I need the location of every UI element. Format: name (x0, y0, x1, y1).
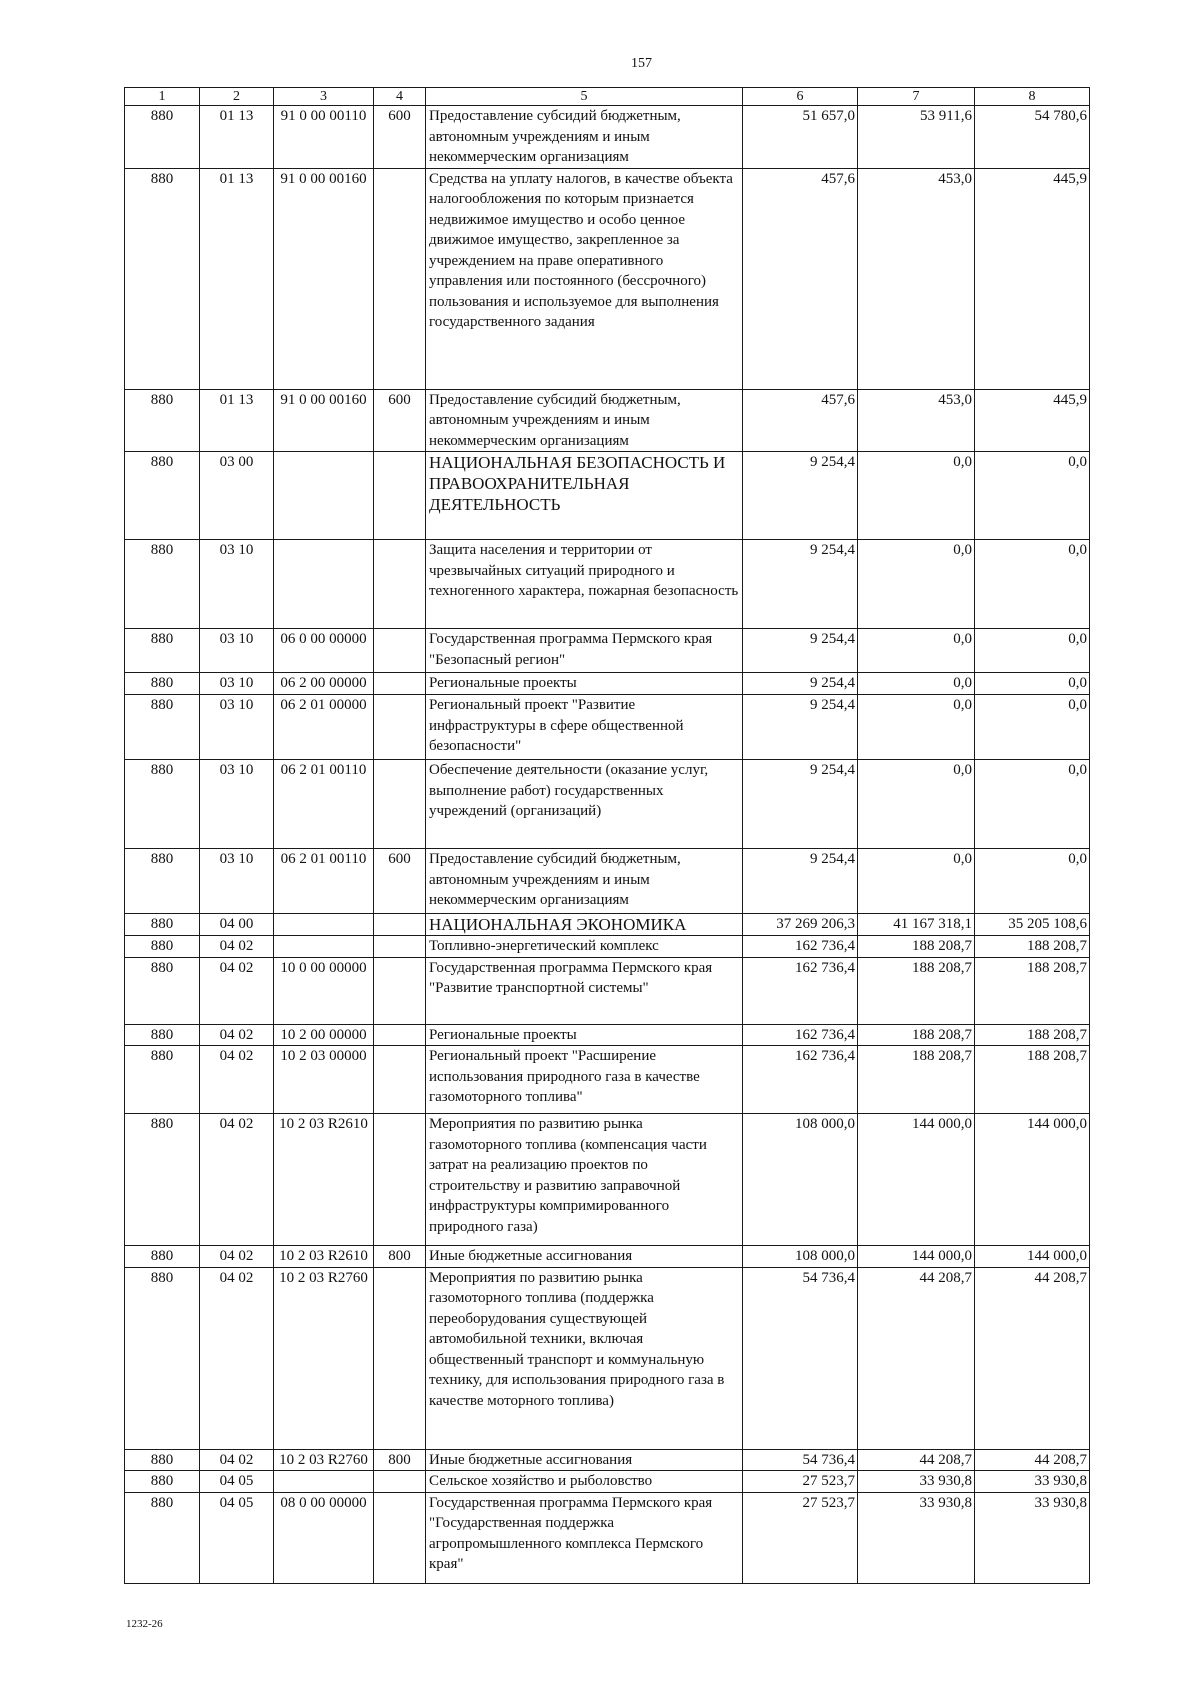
section-code-cell: 04 02 (200, 1046, 274, 1114)
target-article-cell: 06 2 01 00110 (274, 760, 374, 849)
amount-year1-cell: 457,6 (743, 389, 858, 452)
amount-year3-cell: 144 000,0 (975, 1114, 1090, 1246)
admin-code-cell: 880 (125, 1492, 200, 1583)
description-cell: Государственная программа Пермского края "Государственная поддержка агропромышленного комплекса Пермского края" (426, 1492, 743, 1583)
table-row (125, 849, 1090, 914)
description-cell: Топливно-энергетический комплекс (426, 936, 743, 958)
section-code-cell: 04 02 (200, 1246, 274, 1268)
admin-code-cell: 880 (125, 1046, 200, 1114)
expense-type-cell: 800 (374, 1246, 426, 1268)
amount-year2-cell: 41 167 318,1 (858, 914, 975, 936)
column-header: 5 (426, 88, 743, 106)
amount-year3-cell: 188 208,7 (975, 957, 1090, 1024)
expense-type-cell (374, 936, 426, 958)
column-header: 8 (975, 88, 1090, 106)
amount-year1-cell: 457,6 (743, 168, 858, 389)
table-row (125, 1492, 1090, 1583)
description-cell: Предоставление субсидий бюджетным, автономным учреждениям и иным некоммерческим организациям (426, 389, 743, 452)
amount-year2-cell: 144 000,0 (858, 1246, 975, 1268)
table-row (125, 106, 1090, 169)
expense-type-cell (374, 168, 426, 389)
column-header: 1 (125, 88, 200, 106)
amount-year1-cell: 37 269 206,3 (743, 914, 858, 936)
amount-year2-cell: 0,0 (858, 452, 975, 540)
table-row (125, 168, 1090, 389)
amount-year1-cell: 9 254,4 (743, 760, 858, 849)
admin-code-cell: 880 (125, 452, 200, 540)
description-cell: Предоставление субсидий бюджетным, автономным учреждениям и иным некоммерческим организациям (426, 849, 743, 914)
admin-code-cell: 880 (125, 1246, 200, 1268)
amount-year3-cell: 0,0 (975, 760, 1090, 849)
description-cell: Обеспечение деятельности (оказание услуг, выполнение работ) государственных учреждений (организаций) (426, 760, 743, 849)
document-code: 1232-26 (126, 1618, 163, 1630)
amount-year1-cell: 54 736,4 (743, 1449, 858, 1471)
admin-code-cell: 880 (125, 673, 200, 695)
description-cell: Государственная программа Пермского края "Безопасный регион" (426, 629, 743, 673)
target-article-cell: 10 2 03 R2760 (274, 1449, 374, 1471)
expense-type-cell: 600 (374, 106, 426, 169)
description-cell: Защита населения и территории от чрезвычайных ситуаций природного и техногенного характера, пожарная безопасность (426, 540, 743, 629)
amount-year2-cell: 0,0 (858, 760, 975, 849)
target-article-cell: 10 2 03 R2760 (274, 1267, 374, 1449)
amount-year1-cell: 54 736,4 (743, 1267, 858, 1449)
amount-year2-cell: 144 000,0 (858, 1114, 975, 1246)
amount-year2-cell: 0,0 (858, 849, 975, 914)
expense-type-cell: 600 (374, 849, 426, 914)
section-code-cell: 04 02 (200, 1449, 274, 1471)
table-row (125, 1267, 1090, 1449)
target-article-cell: 08 0 00 00000 (274, 1492, 374, 1583)
description-cell: Государственная программа Пермского края "Развитие транспортной системы" (426, 957, 743, 1024)
admin-code-cell: 880 (125, 540, 200, 629)
target-article-cell: 10 2 03 R2610 (274, 1114, 374, 1246)
description-cell: Региональный проект "Развитие инфраструктуры в сфере общественной безопасности" (426, 695, 743, 760)
table-row (125, 673, 1090, 695)
amount-year1-cell: 108 000,0 (743, 1246, 858, 1268)
section-code-cell: 04 02 (200, 936, 274, 958)
section-code-cell: 04 02 (200, 1267, 274, 1449)
table-row (125, 540, 1090, 629)
amount-year2-cell: 0,0 (858, 629, 975, 673)
description-cell: Средства на уплату налогов, в качестве объекта налогообложения по которым признается недвижимое имущество и особо ценное движимое имущество, закрепленное за учреждением на праве оперативного управления или постоянного (бессрочного) пользования и используемое для выполнения государственного задания (426, 168, 743, 389)
amount-year2-cell: 453,0 (858, 389, 975, 452)
expense-type-cell (374, 1492, 426, 1583)
admin-code-cell: 880 (125, 936, 200, 958)
amount-year3-cell: 445,9 (975, 168, 1090, 389)
target-article-cell: 10 2 03 R2610 (274, 1246, 374, 1268)
table-row (125, 957, 1090, 1024)
target-article-cell (274, 1471, 374, 1493)
admin-code-cell: 880 (125, 106, 200, 169)
admin-code-cell: 880 (125, 1114, 200, 1246)
amount-year1-cell: 9 254,4 (743, 629, 858, 673)
amount-year3-cell: 35 205 108,6 (975, 914, 1090, 936)
amount-year2-cell: 188 208,7 (858, 1046, 975, 1114)
amount-year1-cell: 162 736,4 (743, 1046, 858, 1114)
amount-year2-cell: 188 208,7 (858, 957, 975, 1024)
expense-type-cell (374, 540, 426, 629)
amount-year3-cell: 0,0 (975, 452, 1090, 540)
amount-year3-cell: 44 208,7 (975, 1449, 1090, 1471)
amount-year3-cell: 0,0 (975, 629, 1090, 673)
amount-year1-cell: 9 254,4 (743, 673, 858, 695)
table-row (125, 389, 1090, 452)
section-code-cell: 03 10 (200, 673, 274, 695)
amount-year2-cell: 0,0 (858, 673, 975, 695)
admin-code-cell: 880 (125, 389, 200, 452)
target-article-cell: 91 0 00 00110 (274, 106, 374, 169)
expense-type-cell (374, 914, 426, 936)
admin-code-cell: 880 (125, 1024, 200, 1046)
column-header: 2 (200, 88, 274, 106)
section-code-cell: 01 13 (200, 389, 274, 452)
amount-year2-cell: 453,0 (858, 168, 975, 389)
target-article-cell: 06 2 00 00000 (274, 673, 374, 695)
expense-type-cell (374, 1471, 426, 1493)
target-article-cell: 91 0 00 00160 (274, 168, 374, 389)
table-row (125, 452, 1090, 540)
target-article-cell (274, 452, 374, 540)
amount-year1-cell: 27 523,7 (743, 1492, 858, 1583)
description-cell: Иные бюджетные ассигнования (426, 1246, 743, 1268)
amount-year1-cell: 9 254,4 (743, 695, 858, 760)
expense-type-cell: 800 (374, 1449, 426, 1471)
table-row (125, 1024, 1090, 1046)
column-header: 3 (274, 88, 374, 106)
table-row (125, 1114, 1090, 1246)
target-article-cell (274, 914, 374, 936)
section-code-cell: 04 02 (200, 957, 274, 1024)
amount-year1-cell: 162 736,4 (743, 1024, 858, 1046)
expense-type-cell (374, 1046, 426, 1114)
column-header: 4 (374, 88, 426, 106)
column-header: 7 (858, 88, 975, 106)
description-cell: Региональные проекты (426, 673, 743, 695)
admin-code-cell: 880 (125, 760, 200, 849)
expense-type-cell (374, 673, 426, 695)
amount-year2-cell: 188 208,7 (858, 936, 975, 958)
amount-year3-cell: 33 930,8 (975, 1471, 1090, 1493)
amount-year1-cell: 9 254,4 (743, 452, 858, 540)
section-code-cell: 01 13 (200, 106, 274, 169)
amount-year2-cell: 188 208,7 (858, 1024, 975, 1046)
expense-type-cell: 600 (374, 389, 426, 452)
target-article-cell: 06 2 01 00110 (274, 849, 374, 914)
target-article-cell: 10 2 00 00000 (274, 1024, 374, 1046)
amount-year3-cell: 54 780,6 (975, 106, 1090, 169)
amount-year1-cell: 108 000,0 (743, 1114, 858, 1246)
target-article-cell: 06 2 01 00000 (274, 695, 374, 760)
amount-year2-cell: 0,0 (858, 695, 975, 760)
amount-year1-cell: 27 523,7 (743, 1471, 858, 1493)
header-row (125, 88, 1090, 106)
section-code-cell: 04 05 (200, 1471, 274, 1493)
amount-year3-cell: 0,0 (975, 540, 1090, 629)
table-row (125, 914, 1090, 936)
admin-code-cell: 880 (125, 914, 200, 936)
expense-type-cell (374, 1267, 426, 1449)
expense-type-cell (374, 957, 426, 1024)
table-row (125, 1246, 1090, 1268)
amount-year3-cell: 0,0 (975, 849, 1090, 914)
section-code-cell: 04 02 (200, 1024, 274, 1046)
admin-code-cell: 880 (125, 629, 200, 673)
amount-year3-cell: 0,0 (975, 695, 1090, 760)
description-cell: Мероприятия по развитию рынка газомоторного топлива (компенсация части затрат на реализацию проектов по строительству и развитию заправочной инфраструктуры компримированного природного газа) (426, 1114, 743, 1246)
section-code-cell: 04 00 (200, 914, 274, 936)
description-cell: НАЦИОНАЛЬНАЯ ЭКОНОМИКА (426, 914, 743, 936)
amount-year3-cell: 188 208,7 (975, 1024, 1090, 1046)
amount-year2-cell: 44 208,7 (858, 1267, 975, 1449)
amount-year3-cell: 188 208,7 (975, 936, 1090, 958)
expense-type-cell (374, 1024, 426, 1046)
target-article-cell: 06 0 00 00000 (274, 629, 374, 673)
target-article-cell (274, 540, 374, 629)
amount-year2-cell: 44 208,7 (858, 1449, 975, 1471)
table-row (125, 936, 1090, 958)
page-number: 157 (631, 56, 652, 71)
expense-type-cell (374, 695, 426, 760)
table-row (125, 1449, 1090, 1471)
amount-year2-cell: 53 911,6 (858, 106, 975, 169)
amount-year1-cell: 51 657,0 (743, 106, 858, 169)
admin-code-cell: 880 (125, 849, 200, 914)
target-article-cell (274, 936, 374, 958)
column-header: 6 (743, 88, 858, 106)
admin-code-cell: 880 (125, 1471, 200, 1493)
amount-year1-cell: 9 254,4 (743, 540, 858, 629)
description-cell: Иные бюджетные ассигнования (426, 1449, 743, 1471)
description-cell: Региональные проекты (426, 1024, 743, 1046)
table-body (125, 88, 1090, 1584)
admin-code-cell: 880 (125, 695, 200, 760)
amount-year2-cell: 33 930,8 (858, 1471, 975, 1493)
table-row (125, 1471, 1090, 1493)
section-code-cell: 04 02 (200, 1114, 274, 1246)
description-cell: Региональный проект "Расширение использования природного газа в качестве газомоторного топлива" (426, 1046, 743, 1114)
amount-year1-cell: 9 254,4 (743, 849, 858, 914)
target-article-cell: 91 0 00 00160 (274, 389, 374, 452)
section-code-cell: 03 10 (200, 540, 274, 629)
section-code-cell: 03 10 (200, 629, 274, 673)
target-article-cell: 10 0 00 00000 (274, 957, 374, 1024)
description-cell: Сельское хозяйство и рыболовство (426, 1471, 743, 1493)
expense-type-cell (374, 629, 426, 673)
amount-year2-cell: 0,0 (858, 540, 975, 629)
amount-year1-cell: 162 736,4 (743, 957, 858, 1024)
table-row (125, 695, 1090, 760)
description-cell: НАЦИОНАЛЬНАЯ БЕЗОПАСНОСТЬ И ПРАВООХРАНИТЕЛЬНАЯ ДЕЯТЕЛЬНОСТЬ (426, 452, 743, 540)
table-row (125, 760, 1090, 849)
amount-year3-cell: 445,9 (975, 389, 1090, 452)
amount-year3-cell: 144 000,0 (975, 1246, 1090, 1268)
section-code-cell: 01 13 (200, 168, 274, 389)
amount-year2-cell: 33 930,8 (858, 1492, 975, 1583)
section-code-cell: 04 05 (200, 1492, 274, 1583)
description-cell: Мероприятия по развитию рынка газомоторного топлива (поддержка переоборудования существующей автомобильной техники, включая общественный транспорт и коммунальную технику, для использования природного газа в качестве моторного топлива) (426, 1267, 743, 1449)
description-cell: Предоставление субсидий бюджетным, автономным учреждениям и иным некоммерческим организациям (426, 106, 743, 169)
admin-code-cell: 880 (125, 168, 200, 389)
amount-year3-cell: 188 208,7 (975, 1046, 1090, 1114)
admin-code-cell: 880 (125, 1449, 200, 1471)
section-code-cell: 03 10 (200, 849, 274, 914)
amount-year3-cell: 33 930,8 (975, 1492, 1090, 1583)
admin-code-cell: 880 (125, 1267, 200, 1449)
table-row (125, 629, 1090, 673)
amount-year1-cell: 162 736,4 (743, 936, 858, 958)
expense-type-cell (374, 760, 426, 849)
section-code-cell: 03 10 (200, 695, 274, 760)
target-article-cell: 10 2 03 00000 (274, 1046, 374, 1114)
expense-type-cell (374, 1114, 426, 1246)
section-code-cell: 03 10 (200, 760, 274, 849)
expense-type-cell (374, 452, 426, 540)
section-code-cell: 03 00 (200, 452, 274, 540)
admin-code-cell: 880 (125, 957, 200, 1024)
budget-table (124, 87, 1090, 1584)
amount-year3-cell: 44 208,7 (975, 1267, 1090, 1449)
table-row (125, 1046, 1090, 1114)
amount-year3-cell: 0,0 (975, 673, 1090, 695)
